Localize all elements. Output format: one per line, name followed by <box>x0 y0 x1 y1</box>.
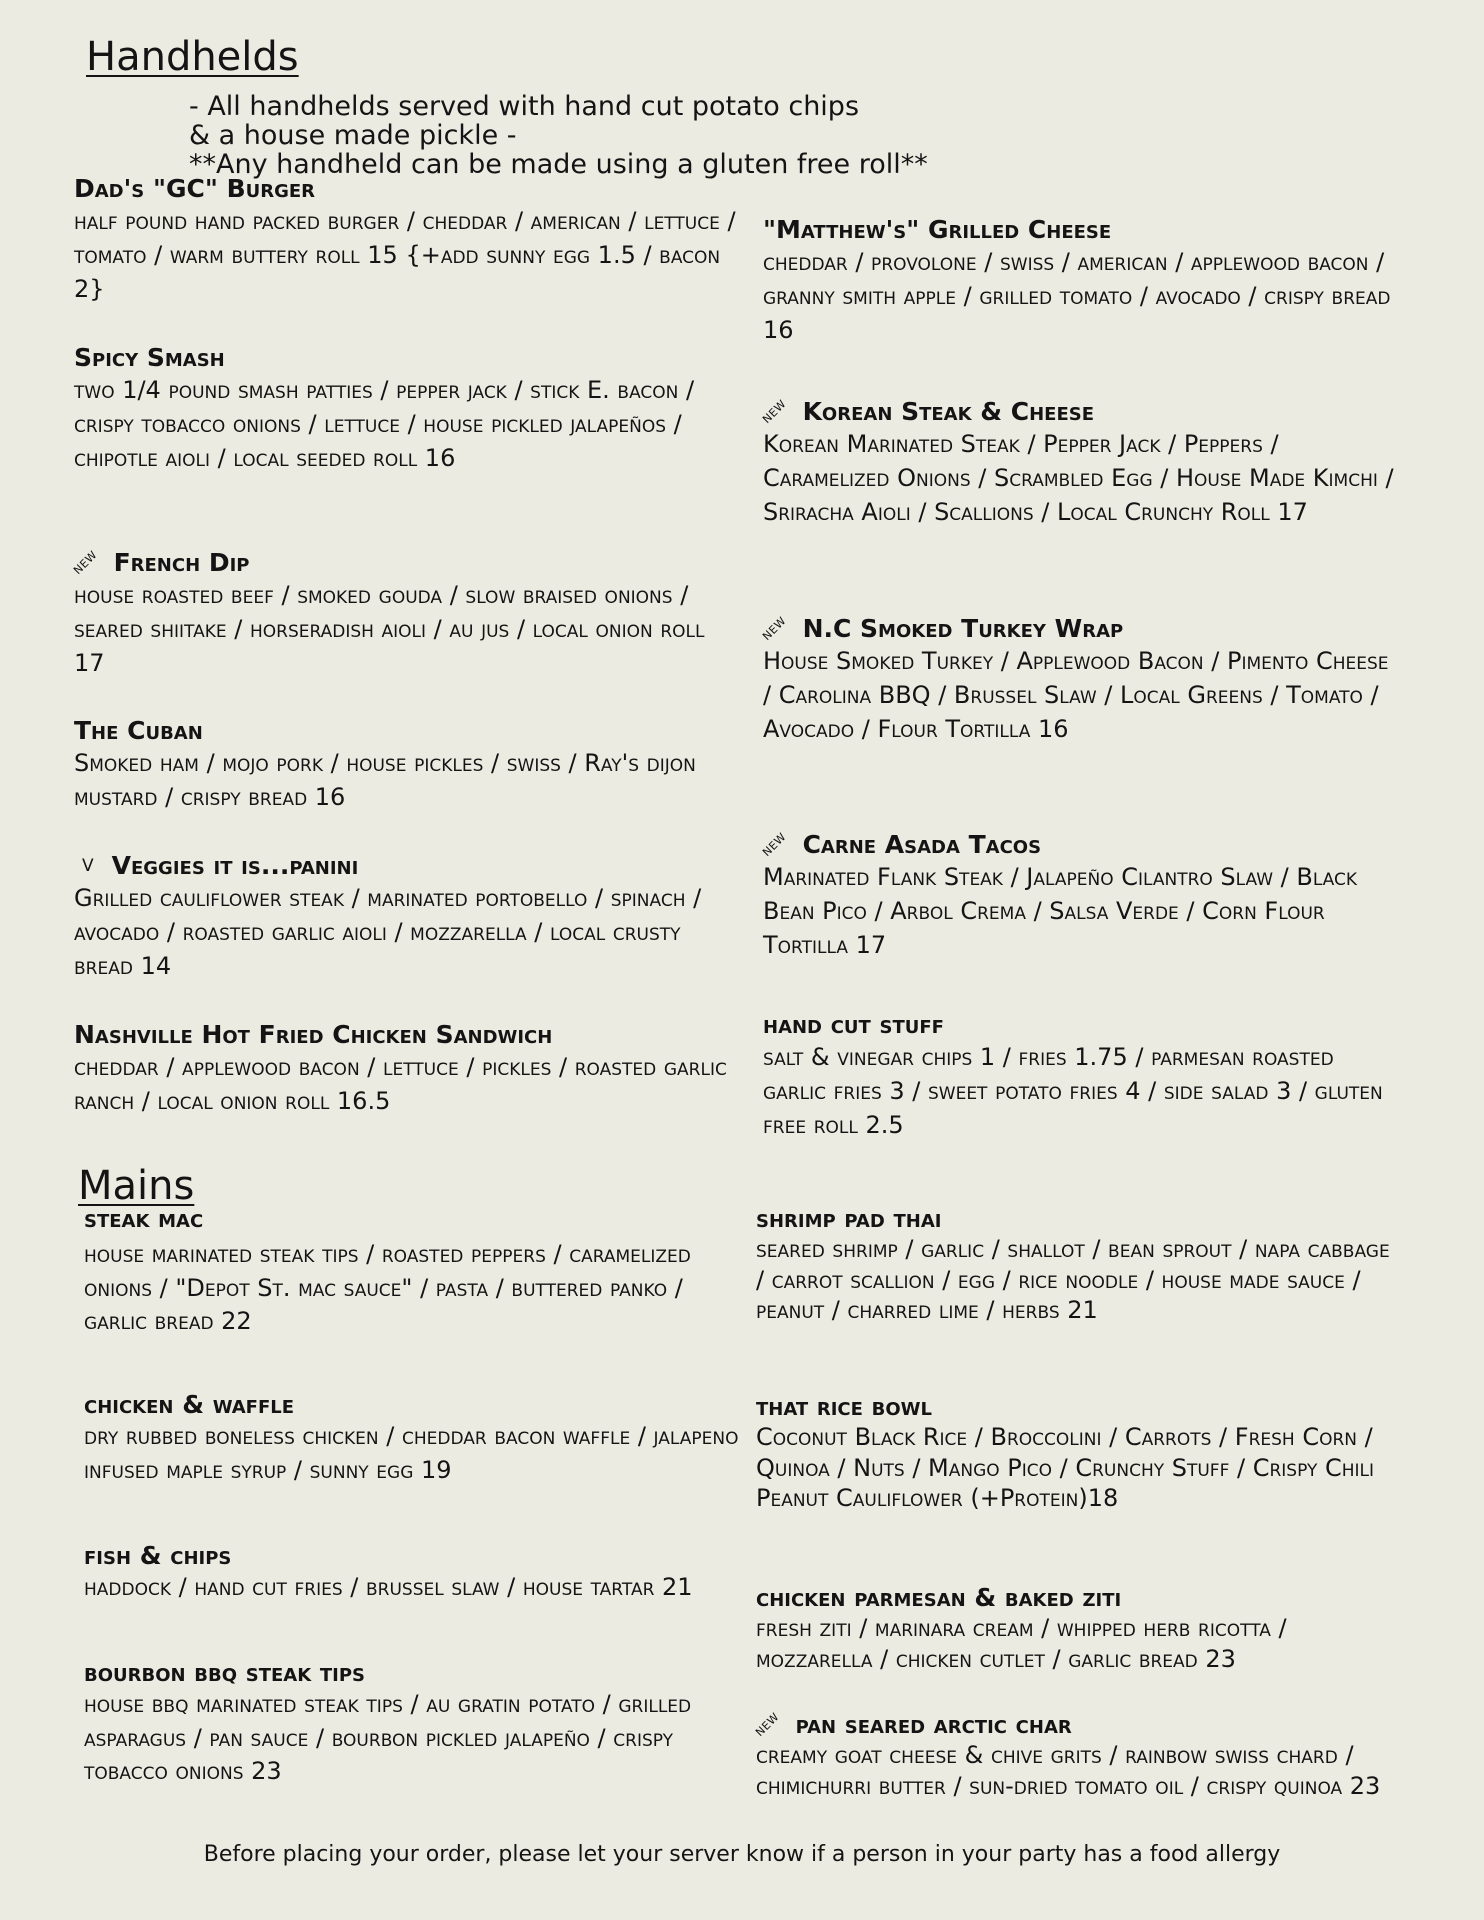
menu-item <box>84 1390 749 1487</box>
item-name: that rice bowl <box>756 1392 932 1421</box>
menu-item <box>84 1658 749 1789</box>
item-desc: Coconut Black Rice / Broccolini / Carrots / Fresh Corn / Quinoa / Nuts / Mango Pico / Crunchy Stuff / Crispy Chili Peanut Cauliflower (+Protein)18 <box>756 1423 1375 1512</box>
item-name: Carne Asada Tacos <box>802 830 1042 859</box>
item-desc: haddock / hand cut fries / brussel slaw / house tartar 21 <box>84 1573 693 1601</box>
handhelds-intro <box>189 92 928 179</box>
menu-item <box>74 851 739 983</box>
item-desc: two 1/4 pound smash patties / pepper jack / stick E. bacon / crispy tobacco onions / lettuce / house pickled jalapeños / chipotle aioli / local seeded roll 16 <box>74 376 695 472</box>
item-name: hand cut stuff <box>763 1010 944 1039</box>
item-name: chicken parmesan & baked ziti <box>756 1583 1122 1612</box>
menu-item <box>753 1710 1396 1801</box>
item-desc: Grilled cauliflower steak / marinated portobello / spinach / avocado / roasted garlic aioli / mozzarella / local crusty bread 14 <box>74 884 702 980</box>
intro-line: - All handhelds served with hand cut potato chips <box>189 91 860 122</box>
vegetarian-badge: V <box>82 856 94 876</box>
item-desc: House Smoked Turkey / Applewood Bacon / Pimento Cheese / Carolina BBQ / Brussel Slaw / Local Greens / Tomato / Avocado / Flour Tortilla 16 <box>763 647 1389 743</box>
item-name: shrimp pad thai <box>756 1204 942 1233</box>
item-desc: seared shrimp / garlic / shallot / bean sprout / napa cabbage / carrot scallion / egg / rice noodle / house made sauce / peanut / charred lime / herbs 21 <box>756 1235 1390 1324</box>
menu-item <box>763 215 1403 347</box>
menu-item <box>756 1392 1396 1514</box>
menu-item <box>760 614 1403 746</box>
new-badge: NEW <box>71 548 100 577</box>
intro-line: **Any handheld can be made using a gluten free roll** <box>189 149 928 180</box>
item-name: French Dip <box>113 548 250 577</box>
item-desc: Korean Marinated Steak / Pepper Jack / Peppers / Caramelized Onions / Scrambled Egg / House Made Kimchi / Sriracha Aioli / Scallions / Local Crunchy Roll 17 <box>763 430 1394 526</box>
item-desc: half pound hand packed burger / cheddar / american / lettuce / tomato / warm buttery roll 15 {+add sunny egg 1.5 / bacon 2} <box>74 207 736 303</box>
item-name: chicken & waffle <box>84 1390 295 1419</box>
item-name: Dad's "GC" Burger <box>74 174 316 203</box>
item-name: N.C Smoked Turkey Wrap <box>802 614 1124 643</box>
item-desc: cheddar / provolone / swiss / american / applewood bacon / granny smith apple / grilled tomato / avocado / crispy bread 16 <box>763 248 1391 344</box>
section-title-mains: Mains <box>78 1163 195 1209</box>
menu-item <box>84 1541 749 1605</box>
item-name: Spicy Smash <box>74 343 225 372</box>
menu-item <box>760 830 1403 962</box>
item-desc: fresh ziti / marinara cream / whipped herb ricotta / mozzarella / chicken cutlet / garlic bread 23 <box>756 1614 1287 1673</box>
item-desc: house bbq marinated steak tips / au gratin potato / grilled asparagus / pan sauce / bourbon pickled jalapeño / crispy tobacco onions 23 <box>84 1690 692 1785</box>
item-desc: Marinated Flank Steak / Jalapeño Cilantro Slaw / Black Bean Pico / Arbol Crema / Salsa Verde / Corn Flour Tortilla 17 <box>763 863 1358 959</box>
new-badge: NEW <box>760 830 789 859</box>
menu-item <box>74 174 739 306</box>
item-name: Veggies it is...panini <box>111 851 359 880</box>
new-badge: NEW <box>753 1710 782 1739</box>
menu-item <box>74 1020 739 1118</box>
item-desc: house marinated steak tips / roasted peppers / caramelized onions / "Depot St. mac sauce" / pasta / buttered panko / garlic bread 22 <box>84 1240 691 1335</box>
item-name: fish & chips <box>84 1541 232 1570</box>
item-name: Nashville Hot Fried Chicken Sandwich <box>74 1020 553 1049</box>
item-name: Korean Steak & Cheese <box>802 397 1095 426</box>
menu-item <box>84 1204 749 1339</box>
item-desc: dry rubbed boneless chicken / cheddar bacon waffle / jalapeno infused maple syrup / sunny egg 19 <box>84 1422 739 1484</box>
new-badge: NEW <box>760 397 789 426</box>
menu-item <box>74 343 739 475</box>
menu-item <box>760 397 1403 529</box>
menu-item <box>71 548 739 680</box>
menu-item <box>74 716 739 814</box>
allergy-notice: Before placing your order, please let your server know if a person in your party has a food allergy <box>203 1842 1281 1867</box>
item-name: steak mac <box>84 1204 204 1233</box>
section-title-handhelds: Handhelds <box>86 34 299 80</box>
menu-item <box>756 1204 1396 1326</box>
item-name: "Matthew's" Grilled Cheese <box>763 215 1112 244</box>
item-desc: creamy goat cheese & chive grits / rainbow swiss chard / chimichurri butter / sun-dried tomato oil / crispy quinoa 23 <box>756 1741 1381 1800</box>
item-name: pan seared arctic char <box>795 1710 1072 1739</box>
item-name: The Cuban <box>74 716 203 745</box>
menu-item <box>763 1010 1403 1142</box>
item-desc: house roasted beef / smoked gouda / slow braised onions / seared shiitake / horseradish aioli / au jus / local onion roll 17 <box>74 581 705 677</box>
item-desc: cheddar / applewood bacon / lettuce / pickles / roasted garlic ranch / local onion roll 16.5 <box>74 1053 727 1115</box>
item-desc: Smoked ham / mojo pork / house pickles / swiss / Ray's dijon mustard / crispy bread 16 <box>74 749 696 811</box>
item-name: bourbon bbq steak tips <box>84 1658 365 1687</box>
menu-item <box>756 1583 1396 1674</box>
item-desc: salt & vinegar chips 1 / fries 1.75 / parmesan roasted garlic fries 3 / sweet potato fries 4 / side salad 3 / gluten free roll 2.5 <box>763 1043 1383 1139</box>
intro-line: & a house made pickle - <box>189 120 517 151</box>
new-badge: NEW <box>760 614 789 643</box>
